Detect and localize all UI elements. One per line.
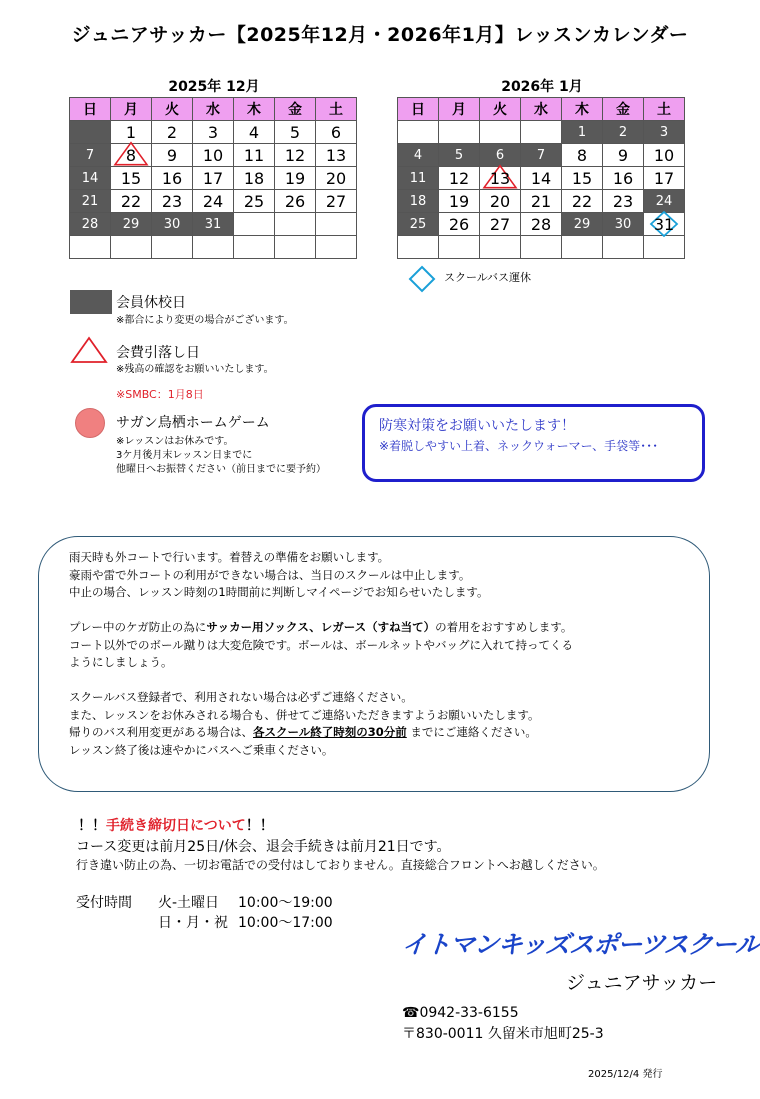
calendar-day: [234, 213, 275, 236]
day-number: 28: [530, 214, 552, 234]
day-number: 19: [284, 168, 306, 188]
calendar-day: [398, 190, 439, 213]
calendar-day: [562, 213, 603, 236]
day-number: 31: [204, 216, 222, 232]
calendar-day: [70, 236, 111, 259]
day-number: 21: [81, 193, 99, 209]
exclamation-marks: ！！: [78, 818, 106, 834]
calendar-day: [439, 236, 480, 259]
day-number: 6: [330, 122, 342, 142]
calendar-day: [111, 190, 152, 213]
calendar-day: [152, 236, 193, 259]
day-number: 22: [120, 191, 142, 211]
calendar-day: [562, 190, 603, 213]
calendar-day: [70, 121, 111, 144]
hours-days-1: 火-土曜日: [158, 895, 220, 911]
holiday-label: 会員休校日: [116, 295, 186, 311]
info-text: スクールバス登録者で、利用されない場合は必ずご連絡ください。: [69, 690, 413, 704]
phone-number: ☎0942-33-6155: [402, 1005, 519, 1021]
calendar-day: [439, 213, 480, 236]
calendar-week: [70, 167, 357, 190]
weekday-header: 火: [152, 98, 193, 121]
calendar-day: [70, 167, 111, 190]
calendar-day: [193, 121, 234, 144]
day-number: 20: [489, 191, 511, 211]
day-number: 5: [289, 122, 301, 142]
calendar-day: [439, 144, 480, 167]
calendar-week: [70, 190, 357, 213]
day-number: 14: [530, 168, 552, 188]
hours-days-2: 日・月・祝: [158, 915, 228, 931]
day-number: 7: [536, 147, 546, 163]
calendar-day: [480, 167, 521, 190]
info-text: [69, 619, 679, 637]
game-note-3: 他曜日へお振替ください（前日までに要予約）: [116, 464, 326, 475]
day-number: 30: [614, 216, 632, 232]
contact-info: [402, 1003, 604, 1045]
hours-time-1: 10:00～19:00: [238, 895, 333, 911]
calendar-december-table: [69, 97, 357, 259]
notice-sub: ※着脱しやすい上着、ネックウォーマー、手袋等･･･: [379, 439, 659, 453]
calendar-day: [70, 190, 111, 213]
day-number: 26: [284, 191, 306, 211]
day-number: 9: [617, 145, 629, 165]
info-text: 雨天時も外コートで行います。着替えの準備をお願いします。: [69, 550, 390, 564]
cold-weather-notice: [362, 404, 705, 482]
day-number: 31: [653, 214, 675, 234]
calendar-day: [439, 121, 480, 144]
calendar-day: [603, 236, 644, 259]
calendar-day: [275, 121, 316, 144]
day-number: 15: [120, 168, 142, 188]
weekday-header: 日: [70, 98, 111, 121]
calendar-week: [70, 236, 357, 259]
info-text-underlined: 各スクール終了時刻の30分前: [253, 725, 407, 739]
calendar-day: [603, 167, 644, 190]
holiday-swatch: [70, 290, 112, 314]
holiday-note: ※都合により変更の場合がございます。: [116, 315, 294, 326]
calendar-day: [316, 144, 357, 167]
calendar-day: [480, 236, 521, 259]
info-text: ようにしましょう。: [69, 655, 173, 669]
day-number: 23: [161, 191, 183, 211]
game-note-2: 3ケ月後月末レッスン日までに: [116, 450, 253, 461]
day-number: 29: [573, 216, 591, 232]
page-title: ジュニアサッカー【2025年12月・2026年1月】レッスンカレンダー: [71, 24, 689, 46]
day-number: 6: [495, 147, 505, 163]
calendar-january-table: [397, 97, 685, 259]
info-text: 豪雨や雷で外コートの利用ができない場合は、当日のスクールは中止します。: [69, 567, 471, 582]
calendar-day: [644, 121, 685, 144]
calendar-day: [193, 190, 234, 213]
day-number: 16: [161, 168, 183, 188]
game-label: サガン鳥栖ホームゲーム: [116, 415, 270, 431]
calendar-week: [70, 144, 357, 167]
day-number: 7: [85, 147, 95, 163]
calendar-day: [152, 121, 193, 144]
calendar-day: [398, 167, 439, 190]
calendar-day: [316, 190, 357, 213]
day-number: 20: [325, 168, 347, 188]
day-number: 11: [409, 170, 427, 186]
calendar-day: [644, 190, 685, 213]
reception-hours: [76, 893, 333, 933]
weekday-header: 木: [234, 98, 275, 121]
calendar-day: [521, 144, 562, 167]
calendar-week: [398, 144, 685, 167]
deadline-line-2: 行き違い防止の為、一切お電話での受付はしておりません。直接総合フロントへお越しください。: [76, 858, 605, 872]
weekday-header: 火: [480, 98, 521, 121]
day-number: 2: [618, 124, 628, 140]
calendar-day: [152, 213, 193, 236]
calendar-day: [439, 190, 480, 213]
calendar-day: [275, 236, 316, 259]
calendar-day: [111, 167, 152, 190]
day-number: 5: [454, 147, 464, 163]
address: 〒830-0011 久留米市旭町25-3: [402, 1026, 604, 1042]
calendar-day: [603, 121, 644, 144]
day-number: 29: [122, 216, 140, 232]
hours-time-2: 10:00～17:00: [238, 915, 333, 931]
calendar-day: [644, 236, 685, 259]
calendar-day: [152, 190, 193, 213]
weekday-header: 月: [111, 98, 152, 121]
day-number: 3: [207, 122, 219, 142]
calendar-day: [193, 213, 234, 236]
day-number: 13: [489, 168, 511, 188]
day-number: 14: [81, 170, 99, 186]
deadline-line-1: コース変更は前月25日/休会、退会手続きは前月21日です。: [76, 839, 451, 855]
day-number: 18: [409, 193, 427, 209]
weekday-header: 木: [562, 98, 603, 121]
calendar-day: [562, 167, 603, 190]
calendar-day: [398, 121, 439, 144]
day-number: 10: [202, 145, 224, 165]
calendar-day: [603, 144, 644, 167]
info-text: レッスン終了後は速やかにバスへご乗車ください。: [69, 742, 334, 757]
calendar-day: [521, 190, 562, 213]
day-number: 1: [577, 124, 587, 140]
day-number: 21: [530, 191, 552, 211]
calendar-december: [69, 97, 357, 259]
day-number: 13: [325, 145, 347, 165]
day-number: 25: [409, 216, 427, 232]
calendar-week: [70, 121, 357, 144]
calendar-day: [480, 144, 521, 167]
weekday-header: 土: [644, 98, 685, 121]
calendar-week: [398, 213, 685, 236]
deadline-heading-text: 手続き締切日について: [106, 818, 246, 834]
info-text-part: の着用をおすすめします。: [435, 620, 573, 634]
info-box: [38, 536, 710, 792]
calendar-day: [439, 167, 480, 190]
brand-logo: イトマンキッズスポーツスクール: [400, 930, 760, 959]
calendar-week: [398, 190, 685, 213]
calendar-day: [603, 190, 644, 213]
calendar-day: [70, 144, 111, 167]
calendar-week: [398, 167, 685, 190]
day-number: 30: [163, 216, 181, 232]
day-number: 2: [166, 122, 178, 142]
day-number: 16: [612, 168, 634, 188]
day-number: 3: [659, 124, 669, 140]
info-text: コート以外でのボール蹴りは大変危険です。ボールは、ボールネットやバッグに入れて持ってくる: [69, 637, 574, 652]
calendar-day: [111, 121, 152, 144]
calendar-day: [275, 144, 316, 167]
info-text-part: 帰りのバス利用変更がある場合は、: [69, 725, 253, 739]
brand-subtitle: ジュニアサッカー: [566, 972, 718, 994]
fee-triangle-icon: [70, 336, 108, 368]
calendar-day: [234, 167, 275, 190]
day-number: 24: [655, 193, 673, 209]
calendar-day: [521, 213, 562, 236]
info-text: [69, 724, 679, 742]
info-text-part: までにご連絡ください。: [406, 725, 537, 739]
calendar-day: [562, 144, 603, 167]
day-number: 26: [448, 214, 470, 234]
calendar-day: [316, 121, 357, 144]
calendar-day: [644, 213, 685, 236]
calendar-day: [480, 190, 521, 213]
calendar-january: [397, 97, 685, 259]
weekday-header: 水: [521, 98, 562, 121]
weekday-header: 土: [316, 98, 357, 121]
day-number: 15: [571, 168, 593, 188]
calendar-day: [193, 236, 234, 259]
day-number: 22: [571, 191, 593, 211]
weekday-header: 金: [275, 98, 316, 121]
day-number: 17: [202, 168, 224, 188]
day-number: 4: [413, 147, 423, 163]
fee-label: 会費引落し日: [116, 345, 200, 361]
day-number: 10: [653, 145, 675, 165]
calendar-day: [111, 213, 152, 236]
calendar-day: [603, 213, 644, 236]
calendar-day: [521, 121, 562, 144]
calendar-day: [152, 167, 193, 190]
info-text: 中止の場合、レッスン時刻の1時間前に判断しマイページでお知らせいたします。: [69, 585, 489, 599]
day-number: 8: [125, 145, 137, 165]
calendar-day: [521, 167, 562, 190]
calendar-day: [521, 236, 562, 259]
bus-legend-label: スクールバス運休: [444, 271, 532, 284]
day-number: 19: [448, 191, 470, 211]
weekday-header: 日: [398, 98, 439, 121]
day-number: 17: [653, 168, 675, 188]
calendar-day: [275, 213, 316, 236]
day-number: 4: [248, 122, 260, 142]
info-text: また、レッスンをお休みされる場合も、併せてご連絡いただきますようお願いいたします。: [69, 707, 540, 722]
bus-diamond-icon: [408, 265, 436, 297]
notice-heading: 防寒対策をお願いいたします！: [379, 418, 575, 434]
weekday-header: 水: [193, 98, 234, 121]
calendar-day: [111, 144, 152, 167]
day-number: 18: [243, 168, 265, 188]
exclamation-marks: ！！: [245, 818, 274, 834]
day-number: 27: [489, 214, 511, 234]
day-number: 27: [325, 191, 347, 211]
deadline-heading: [78, 815, 274, 835]
calendar-day: [152, 144, 193, 167]
calendar-day: [480, 121, 521, 144]
calendar-day: [70, 213, 111, 236]
day-number: 1: [125, 122, 137, 142]
calendar-day: [234, 121, 275, 144]
calendar-week: [398, 236, 685, 259]
calendar-day: [193, 167, 234, 190]
day-number: 24: [202, 191, 224, 211]
calendar-day: [562, 236, 603, 259]
info-text-part: プレー中のケガ防止の為に: [69, 620, 207, 634]
fee-smbc-note: ※SMBC：1月8日: [116, 388, 204, 401]
game-note-1: ※レッスンはお休みです。: [116, 436, 234, 447]
day-number: 12: [448, 168, 470, 188]
calendar-day: [234, 236, 275, 259]
calendar-day: [316, 167, 357, 190]
day-number: 9: [166, 145, 178, 165]
calendar-day: [562, 121, 603, 144]
calendar-day: [480, 213, 521, 236]
fee-note: ※残高の確認をお願いいたします。: [116, 364, 274, 375]
day-number: 11: [243, 145, 265, 165]
day-number: 28: [81, 216, 99, 232]
calendar-day: [275, 167, 316, 190]
calendar-day: [316, 213, 357, 236]
game-circle-icon: [75, 408, 105, 438]
calendar-december-caption: 2025年 12月: [168, 79, 260, 95]
calendar-day: [644, 144, 685, 167]
issue-date: 2025/12/4 発行: [588, 1069, 663, 1080]
calendar-day: [398, 144, 439, 167]
calendar-week: [70, 213, 357, 236]
weekday-header: 月: [439, 98, 480, 121]
calendar-january-caption: 2026年 1月: [501, 79, 583, 95]
calendar-day: [193, 144, 234, 167]
weekday-header: 金: [603, 98, 644, 121]
day-number: 23: [612, 191, 634, 211]
calendar-day: [234, 190, 275, 213]
info-text-bold: サッカー用ソックス、レガース（すね当て）: [206, 620, 436, 634]
calendar-day: [398, 236, 439, 259]
day-number: 25: [243, 191, 265, 211]
calendar-day: [398, 213, 439, 236]
calendar-week: [398, 121, 685, 144]
day-number: 12: [284, 145, 306, 165]
calendar-day: [644, 167, 685, 190]
calendar-day: [234, 144, 275, 167]
calendar-day: [275, 190, 316, 213]
calendar-day: [111, 236, 152, 259]
day-number: 8: [576, 145, 588, 165]
hours-label: 受付時間: [76, 895, 132, 911]
calendar-day: [316, 236, 357, 259]
